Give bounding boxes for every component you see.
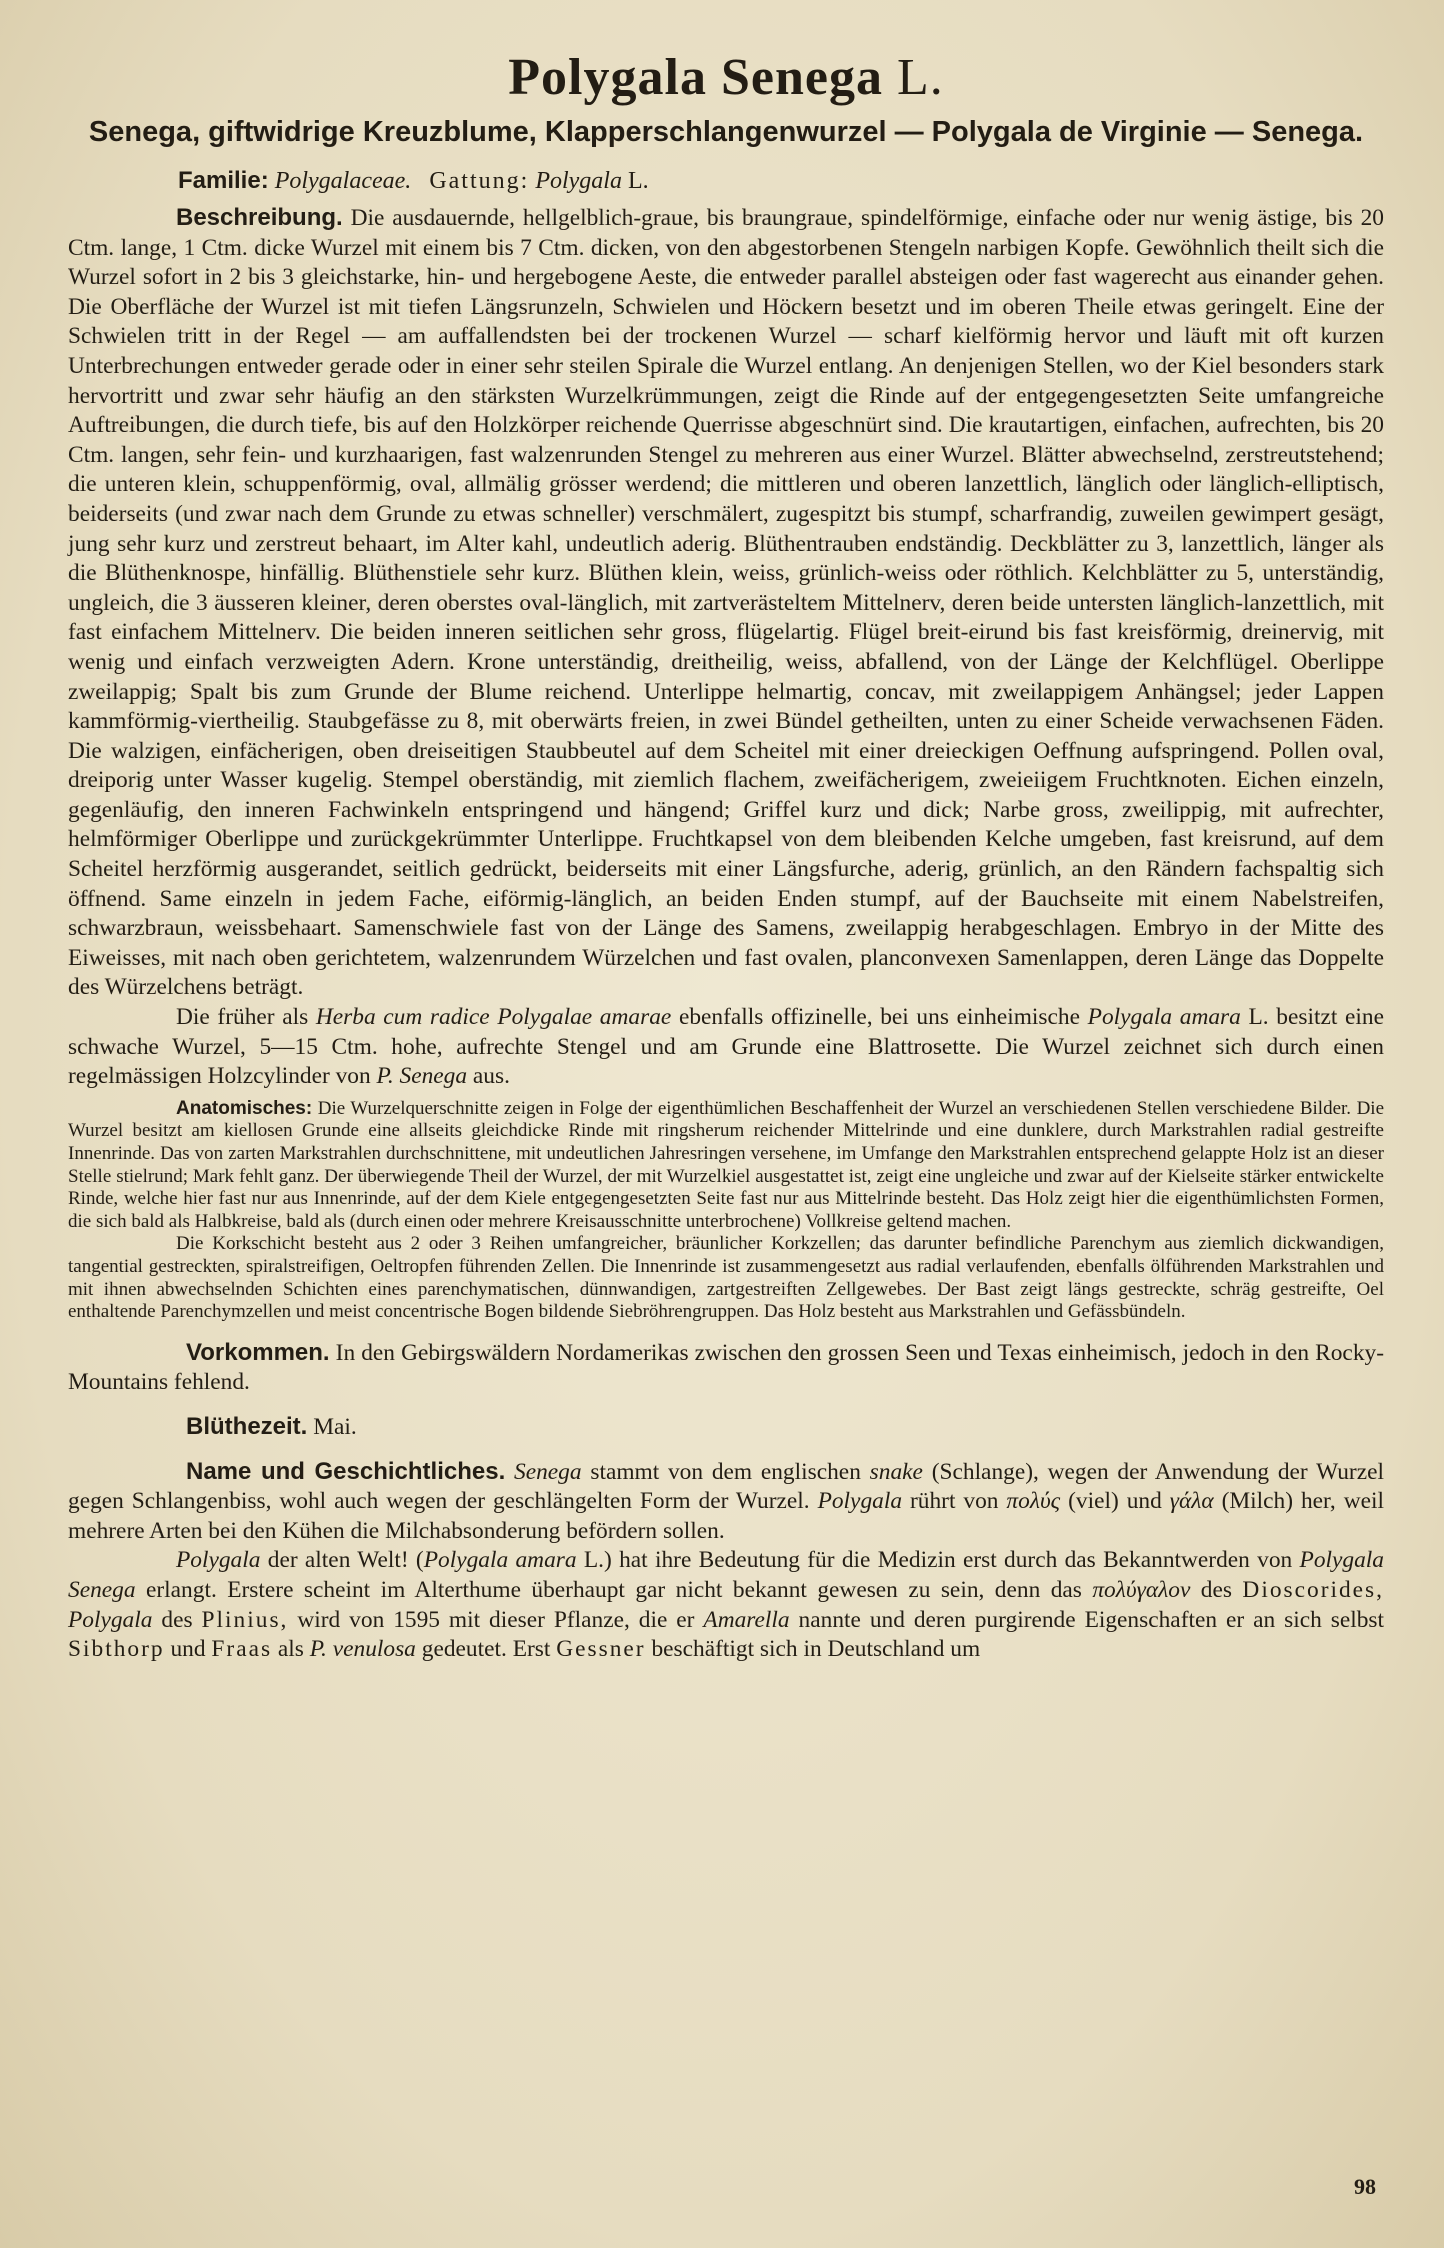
text-run: des [1200,1576,1232,1603]
text-run: Die früher als [176,1004,309,1031]
text-run: stammt von dem englischen [590,1458,861,1485]
title-author: L. [896,49,944,106]
page-subtitle: Senega, giftwidrige Kreuzblume, Klapperschlangenwurzel — Polygala de Virginie — Senega. [88,116,1364,148]
vorkommen-section [68,1338,1384,1398]
bluethezeit-section [68,1412,1384,1443]
text-run-italic: Polygala Senega [68,1547,1384,1603]
title-species: Polygala Senega [508,49,883,106]
text-run-italic: Senega [514,1458,582,1485]
person-name: Dioscorides, [1242,1576,1385,1603]
anatomisches-text: Die Wurzelquerschnitte zeigen in Folge der eigenthümlichen Beschaffenheit der Wurzel an verschiedenen Stellen verschiedene Bilder. Die Wurzel besitzt am kiellosen Grunde eine allseits gleichdicke Rinde mit ringsherum reichender Mittelrinde und eine dunklere, durch Markstrahlen radial gestreifte Innenrinde. Das von zarten Markstrahlen durchschnittene, mit undeutlichen Jahresringen versehene, im Umfange den Markstrahlen entsprechend gelappte Holz ist an dieser Stelle stielrund; Mark fehlt ganz. Der überwiegende Theil der Wurzel, der mit Wurzelkiel ausgestattet ist, zeigt eine ungleiche und zwar auf der Kielseite stärker entwickelte Rinde, welche hier fast nur aus Innenrinde, auf der dem Kiele entgegengesetzten Seite fast nur aus Mittelrinde besteht. Das Holz zeigt hier die eigenthümlichsten Formen, die sich bald als Halbkreise, bald als (durch einen oder mehrere Kreisausschnitte unterbrochene) Vollkreise geltend machen. [68,1097,1385,1232]
beschreibung-heading: Beschreibung. [176,204,343,231]
text-run-italic: Polygala [176,1547,261,1574]
vorkommen-text: In den Gebirgswäldern Nordamerikas zwischen den grossen Seen und Texas einheimisch, jedoch in den Rocky-Mountains fehlend. [68,1339,1384,1396]
text-run: wird von 1595 mit dieser Pflanze, die er [297,1606,695,1633]
beschreibung-paragraph [68,203,1384,1003]
beschreibung-section [68,203,1384,1092]
page-title [68,48,1384,107]
beschreibung-text: Die ausdauernde, hellgelblich-graue, bis braungraue, spindelförmige, einfache oder nur wenig ästige, bis 20 Ctm. lange, 1 Ctm. dicke Wurzel mit einem bis 7 Ctm. dicken, von den abgestorbenen Stengeln narbigen Kopfe. Gewöhnlich theilt sich die Wurzel sofort in 2 bis 3 gleichstarke, hin- und hergebogene Aeste, die entweder parallel absteigen oder fast wagerecht aus einander gehen. Die Oberfläche der Wurzel ist mit tiefen Längsrunzeln, Schwielen und Höckern besetzt und im oberen Theile etwas geringelt. Eine der Schwielen tritt in der Regel — am auffallendsten bei der trockenen Wurzel — scharf kielförmig hervor und läuft mit oft kurzen Unterbrechungen entweder gerade oder in einer sehr steilen Spirale die Wurzel entlang. An denjenigen Stellen, wo der Kiel besonders stark hervortritt und zwar sehr häufig an den stärksten Wurzelkrümmungen, zeigt die Rinde auf der entgegengesetzten Seite umfangreiche Auftreibungen, die durch tiefe, bis auf den Holzkörper reichende Querrisse abgeschnürt sind. Die krautartigen, einfachen, aufrechten, bis 20 Ctm. langen, sehr fein- und kurzhaarigen, fast walzenrunden Stengel zu mehreren aus einer Wurzel. Blätter abwechselnd, zerstreutstehend; die unteren klein, schuppenförmig, oval, allmälig grösser werdend; die mittleren und oberen lanzettlich, länglich oder länglich-elliptisch, beiderseits (und zwar nach dem Grunde zu etwas schneller) verschmälert, zugespitzt bis stumpf, scharfrandig, zuweilen gewimpert gesägt, jung sehr kurz und zerstreut behaart, im Alter kahl, undeutlich aderig. Blüthentrauben endständig. Deckblätter zu 3, lanzettlich, länger als die Blüthenknospe, hinfällig. Blüthenstiele sehr kurz. Blüthen klein, weiss, grünlich-weiss oder röthlich. Kelchblätter zu 5, unterständig, ungleich, die 3 äusseren kleiner, deren oberstes oval-länglich, mit zartverästeltem Mittelnerv, deren beide untersten länglich-lanzettlich, mit fast einfachem Mittelnerv. Die beiden inneren seitlichen sehr gross, flügelartig. Flügel breit-eirund bis fast kreisförmig, dreinervig, mit wenig und einfach verzweigten Adern. Krone unterständig, dreitheilig, weiss, abfallend, von der Länge der Kelchflügel. Oberlippe zweilappig; Spalt bis zum Grunde der Blume reichend. Unterlippe helmartig, concav, mit zweilappigem Anhängsel; jeder Lappen kammförmig-viertheilig. Staubgefässe zu 8, mit oberwärts freien, in zwei Bündel getheilten, unten zu einer Scheide verwachsenen Fäden. Die walzigen, einfächerigen, oben dreiseitigen Staubbeutel auf dem Scheitel mit einer dreieckigen Oeffnung aufspringend. Pollen oval, dreiporig unter Wasser kugelig. Stempel oberständig, mit ziemlich flachem, zweifächerigem, zweieiigem Fruchtknoten. Eichen einzeln, gegenläufig, den inneren Fachwinkeln entspringend und hängend; Griffel kurz und dick; Narbe gross, zweilippig, mit aufrechter, helmförmiger Oberlippe und zurückgekrümmter Unterlippe. Fruchtkapsel von dem bleibenden Kelche umgeben, fast kreisrund, auf dem Scheitel herzförmig ausgerandet, seitlich gedrückt, beiderseits mit einer Längsfurche, aderig, grünlich, an den Rändern fachspaltig sich öffnend. Same einzeln in jedem Fache, eiförmig-länglich, an beiden Enden stumpf, auf der Bauchseite mit einem Nabelstreifen, schwarzbraun, weissbehaart. Samenschwiele fast von der Länge des Samens, zweilappig herabgeschlagen. Embryo in der Mitte des Eiweisses, mit nach oben gerichtetem, walzenrundem Würzelchen und fast ovalen, planconvexen Samenlappen, deren Länge das Doppelte des Würzelchens beträgt. [68,205,1384,1001]
text-run-italic: snake [869,1458,923,1485]
text-run: als [277,1636,304,1663]
anatomisches-section [68,1098,1384,1324]
name-section [68,1457,1384,1665]
text-run: des [161,1606,193,1633]
person-name: Plinius, [201,1606,289,1633]
bluethezeit-paragraph [68,1412,1384,1443]
text-run: nannte und deren purgirende Eigenschaften er an sich selbst [798,1606,1385,1633]
gattung-label: Gattung: [429,168,530,194]
familie-value: Polygalaceae. [274,168,412,194]
text-run: rührt von [909,1488,999,1515]
text-run-italic: Polygala amara [1087,1004,1241,1031]
person-name: Fraas [211,1636,273,1663]
anatomisches-heading: Anatomisches: [176,1097,313,1119]
name-paragraph [68,1457,1384,1547]
text-run: (viel) und [1068,1488,1162,1515]
bluethezeit-text: Mai. [313,1413,357,1440]
text-run: gedeutet. [421,1636,507,1663]
gattung-author: L. [627,168,649,194]
text-run-italic: P. Senega [376,1063,468,1090]
person-name: Sibthorp [68,1636,165,1663]
text-run-italic: Polygala amara [423,1547,577,1574]
text-run: aus. [472,1063,510,1090]
greek-word: γάλα [1169,1488,1214,1515]
text-run-italic: Amarella [703,1606,790,1633]
text-run: und [170,1636,206,1663]
name-paragraph-2 [68,1546,1384,1664]
text-run: der alten Welt! ( [267,1547,424,1574]
text-run: erlangt. Erstere scheint im Alterthume überhaupt gar nicht bekannt gewesen zu sein, denn das [146,1576,1082,1603]
beschreibung-paragraph-2 [68,1003,1384,1092]
familie-label: Familie: [178,167,269,194]
text-run-italic: P. venulosa [309,1636,416,1663]
greek-word: πολύγαλον [1092,1576,1191,1603]
family-line [178,167,1384,195]
text-run-italic: Polygala [68,1606,153,1633]
vorkommen-heading: Vorkommen. [186,1338,330,1366]
vorkommen-paragraph [68,1338,1384,1398]
text-run: L.) hat ihre Bedeutung für die Medizin erst durch das Bekanntwerden von [583,1547,1293,1574]
text-run: L. besitzt eine schwache Wurzel, 5—15 Ctm. hohe, aufrechte Stengel und am Grunde eine Blattrosette. Die Wurzel zeichnet sich durch einen regelmässigen Holzcylinder von [68,1004,1384,1090]
page-number: 98 [1354,2174,1376,2199]
text-run: ebenfalls offizinelle, bei uns einheimische [678,1004,1080,1031]
bluethezeit-heading: Blüthezeit. [186,1412,308,1440]
text-run-italic: Herba cum radice Polygalae amarae [315,1004,672,1031]
person-name: Gessner [556,1636,646,1663]
name-heading: Name und Geschichtliches. [186,1457,506,1485]
text-run-italic: Polygala [817,1488,903,1515]
gattung-value: Polygala [535,168,622,194]
anatomisches-text-2: Die Korkschicht besteht aus 2 oder 3 Reihen umfangreicher, bräunlicher Korkzellen; das darunter befindliche Parenchym aus ziemlich dickwandigen, tangential gestreckten, spiralstreifigen, Oeltropfen führenden Zellen. Die Innenrinde ist zusammengesetzt aus radial verlaufenden, ebenfalls ölführenden Markstrahlen und mit ihnen abwechselnden Schichten eines parenchymatischen, dünnwandigen, zartgestreiften Zellgewebes. Der Bast zeigt längs gestreckte, schräg gestreifte, Oel enthaltende Parenchymzellen und meist concentrische Bogen bildende Siebröhrengruppen. Das Holz besteht aus Markstrahlen und Gefässbündeln. [68,1233,1384,1323]
text-run: (Schlange), wegen der Anwendung der Wurzel gegen Schlangenbiss, wohl auch wegen der geschlängelten Form der Wurzel. [68,1458,1384,1515]
greek-word: πολύς [1006,1488,1061,1515]
anatomisches-paragraph [68,1098,1384,1234]
text-run: Erst [512,1636,551,1663]
text-run: (Milch) her, weil mehrere Arten bei den Kühen die Milchabsonderung befördern sollen. [68,1488,1384,1544]
text-run: beschäftigt sich in Deutschland um [651,1636,981,1663]
